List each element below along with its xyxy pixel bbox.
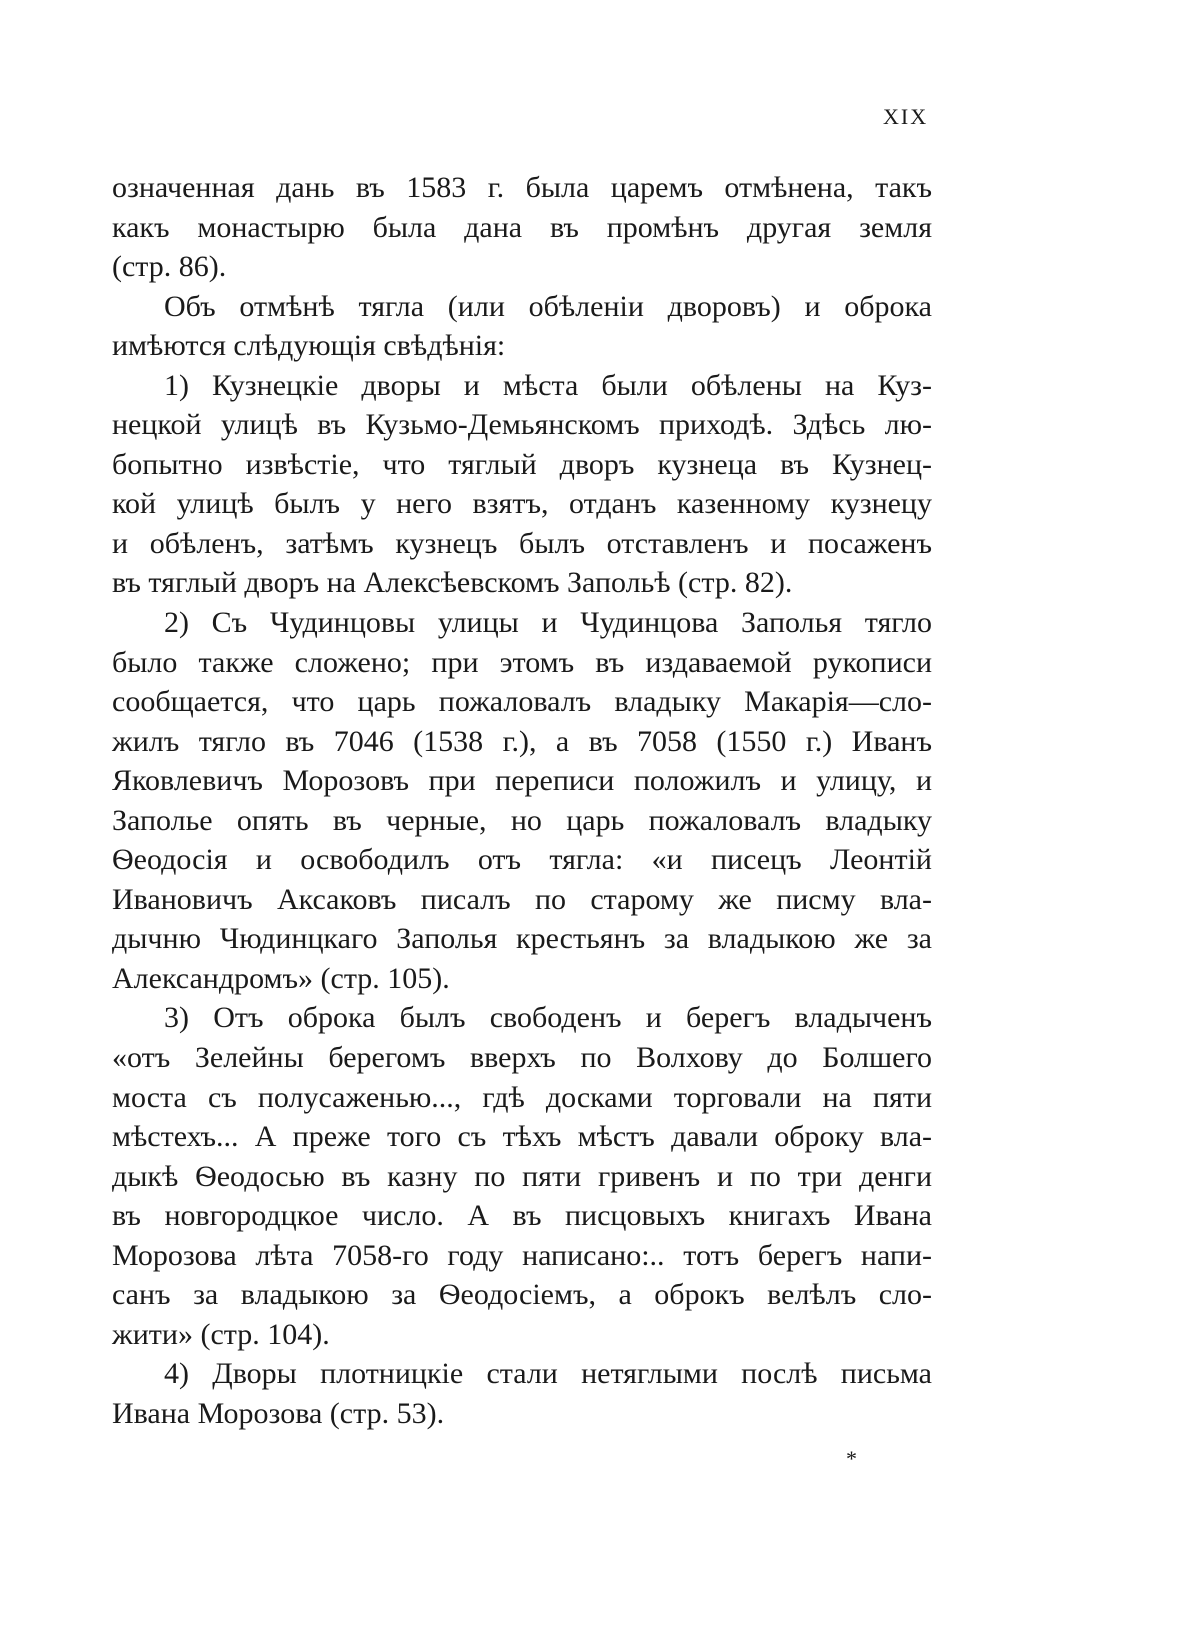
text-line: кой улицѣ былъ у него взятъ, отданъ казенному кузнецу [112, 487, 932, 521]
text-line: какъ монастырю была дана въ промѣнъ другая земля [112, 210, 932, 244]
text-line: мѣстехъ... А преже того съ тѣхъ мѣстъ давали оброку вла- [112, 1120, 932, 1154]
paragraph [112, 287, 932, 366]
text-line: дыкѣ Ѳеодосью въ казну по пяти гривенъ и по три денги [112, 1159, 932, 1193]
text-line: «отъ Зелейны берегомъ вверхъ по Волхову до Болшего [112, 1041, 932, 1075]
text-line: означенная дань въ 1583 г. была царемъ отмѣнена, такъ [112, 171, 932, 204]
text-line: Александромъ» (стр. 105). [112, 961, 450, 995]
paragraph [112, 1354, 932, 1433]
text-line: Заполье опять въ черные, но царь пожаловалъ владыку [112, 803, 932, 837]
text-line: моста съ полусаженью..., гдѣ досками торговали на пяти [112, 1080, 932, 1114]
paragraph [112, 168, 932, 287]
text-line: Ивановичъ Аксаковъ писалъ по старому же писму вла- [112, 882, 932, 916]
text-line: имѣются слѣдующія свѣдѣнія: [112, 329, 506, 363]
text-line: 1) Кузнецкіе дворы и мѣста были обѣлены на Куз- [164, 368, 932, 402]
text-line: 4) Дворы плотницкіе стали нетяглыми послѣ письма [164, 1357, 932, 1391]
text-line: сообщается, что царь пожаловалъ владыку Макарія—сло- [112, 685, 932, 719]
text-line: дычню Чюдинцкаго Заполья крестьянъ за владыкою же за [112, 922, 932, 956]
paragraph [112, 366, 932, 603]
page-number: XIX [883, 104, 929, 129]
text-line: Ѳеодосія и освободилъ отъ тягла: «и писецъ Леонтій [112, 843, 932, 877]
ornament-mark: * [846, 1446, 857, 1471]
text-line: въ тяглый дворъ на Алексѣевскомъ Запольѣ (стр. 82). [112, 566, 793, 600]
body-text [112, 168, 932, 1434]
text-line: Яковлевичъ Морозовъ при переписи положилъ и улицу, и [112, 764, 932, 798]
text-line: Морозова лѣта 7058-го году написано:.. тотъ берегъ напи- [112, 1238, 932, 1272]
text-line: санъ за владыкою за Ѳеодосіемъ, а оброкъ велѣлъ сло- [112, 1278, 932, 1312]
text-line: и обѣленъ, затѣмъ кузнецъ былъ отставленъ и посаженъ [112, 526, 932, 560]
paragraph [112, 998, 932, 1354]
text-line: нецкой улицѣ въ Кузьмо-Демьянскомъ приходѣ. Здѣсь лю- [112, 408, 932, 442]
text-line: жилъ тягло въ 7046 (1538 г.), а въ 7058 (1550 г.) Иванъ [112, 724, 932, 758]
text-line: бопытно извѣстіе, что тяглый дворъ кузнеца въ Кузнец- [112, 447, 932, 481]
paragraph [112, 603, 932, 998]
text-line: Ивана Морозова (стр. 53). [112, 1396, 445, 1430]
text-line: (стр. 86). [112, 250, 227, 284]
text-line: 2) Съ Чудинцовы улицы и Чудинцова Заполья тягло [164, 606, 932, 640]
text-line: Объ отмѣнѣ тягла (или обѣленіи дворовъ) и оброка [164, 289, 932, 323]
text-line: было также сложено; при этомъ въ издаваемой рукописи [112, 645, 932, 679]
text-line: жити» (стр. 104). [112, 1317, 330, 1351]
text-line: 3) Отъ оброка былъ свободенъ и берегъ владыченъ [164, 1001, 932, 1035]
text-line: въ новгородцкое число. А въ писцовыхъ книгахъ Ивана [112, 1199, 932, 1233]
